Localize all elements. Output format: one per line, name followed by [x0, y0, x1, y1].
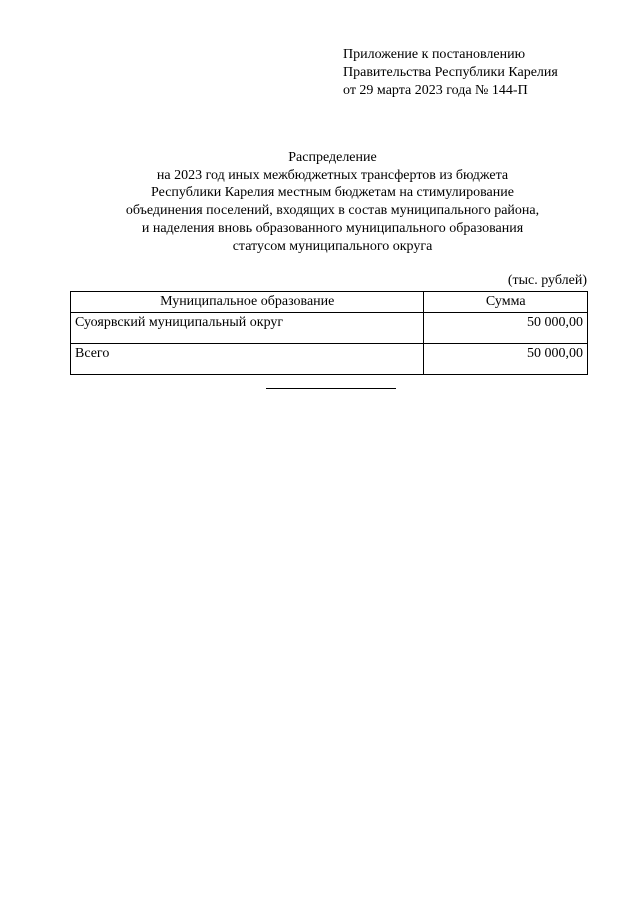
title-line: объединения поселений, входящих в состав муниципального района,	[125, 203, 540, 219]
cell-municipality: Суоярвский муниципальный округ	[71, 313, 424, 344]
units-label: (тыс. рублей)	[507, 273, 587, 288]
header-sum: Сумма	[424, 292, 588, 313]
appendix-line: Приложение к постановлению	[343, 47, 526, 62]
header-municipality: Муниципальное образование	[71, 292, 424, 313]
document-title	[60, 149, 605, 255]
title-line: Распределение	[288, 150, 377, 165]
table-row	[71, 313, 588, 344]
cell-sum: 50 000,00	[424, 313, 588, 344]
closing-divider	[266, 388, 396, 389]
appendix-line: от 29 марта 2023 года № 144-П	[343, 83, 528, 98]
title-line: Республики Карелия местным бюджетам на стимулирование	[151, 185, 514, 201]
appendix-line: Правительства Республики Карелия	[343, 65, 558, 80]
title-line: на 2023 год иных межбюджетных трансфертов из бюджета	[156, 167, 509, 183]
title-line: статусом муниципального округа	[232, 238, 433, 254]
allocation-table	[70, 291, 588, 375]
table-row-total	[71, 344, 588, 375]
cell-total-label: Всего	[71, 344, 424, 375]
table-header-row	[71, 292, 588, 313]
title-line: и наделения вновь образованного муниципального образования	[141, 220, 524, 236]
cell-total-sum: 50 000,00	[424, 344, 588, 375]
appendix-header	[343, 46, 558, 100]
